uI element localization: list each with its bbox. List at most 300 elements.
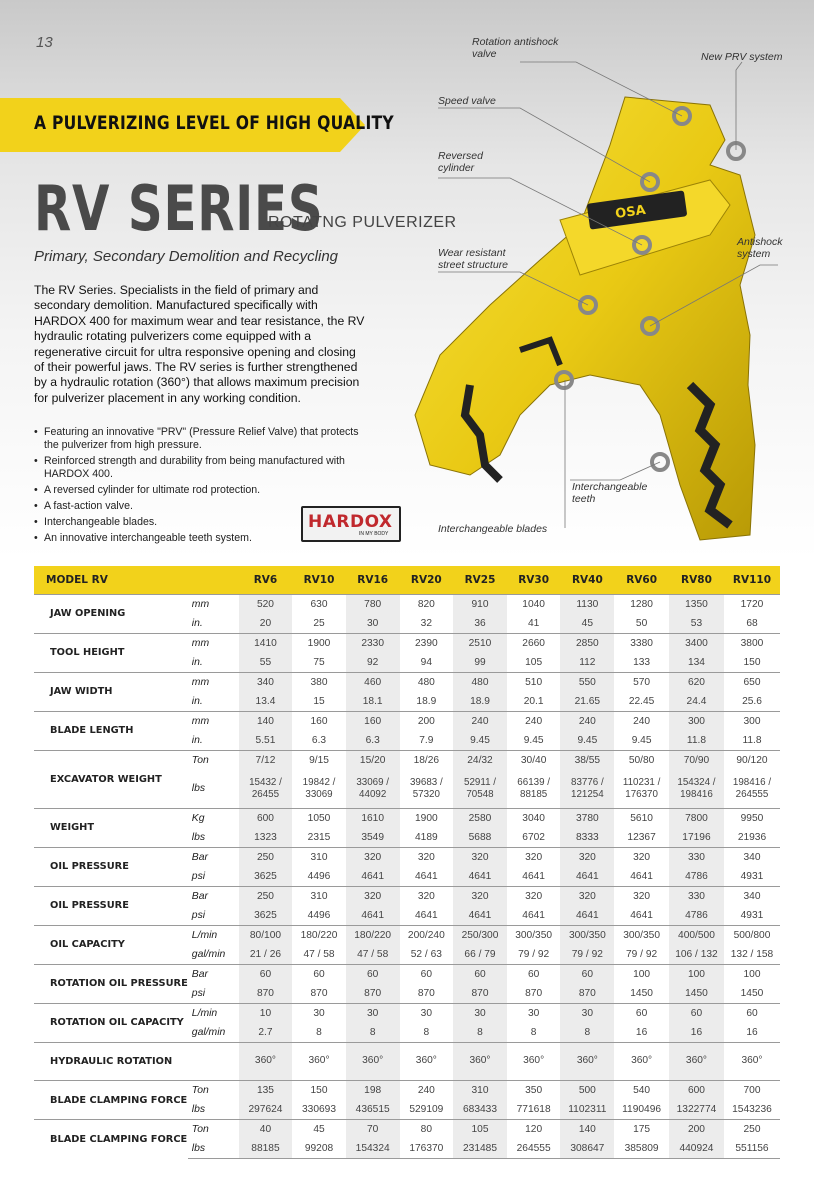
spec-value: 436515 bbox=[346, 1100, 400, 1120]
spec-value: 17196 bbox=[669, 828, 724, 848]
spec-value: 4496 bbox=[307, 870, 331, 882]
spec-value: 7/12 bbox=[239, 750, 292, 770]
spec-value: 9.45 bbox=[523, 734, 544, 746]
table-row bbox=[34, 1042, 780, 1081]
spec-value: 200 bbox=[400, 711, 454, 731]
spec-value: 70/90 bbox=[669, 750, 724, 770]
spec-value: 47 / 58 bbox=[346, 945, 400, 965]
spec-value: 360° bbox=[724, 1042, 780, 1081]
spec-value: 80 bbox=[400, 1120, 454, 1140]
model-header: RV25 bbox=[453, 566, 507, 594]
spec-value: 360° bbox=[400, 1042, 454, 1081]
spec-value: 500/800 bbox=[724, 925, 780, 945]
callout-interchangeable-teeth bbox=[572, 481, 647, 505]
spec-unit: gal/min bbox=[191, 1026, 226, 1038]
spec-value: 870 bbox=[525, 987, 543, 999]
table-row bbox=[34, 1120, 780, 1140]
spec-value: 8 bbox=[346, 1023, 400, 1043]
spec-value: 50 bbox=[635, 617, 648, 629]
spec-value: 9.45 bbox=[560, 731, 614, 751]
spec-value: 154324 bbox=[346, 1139, 400, 1159]
table-row bbox=[34, 750, 780, 770]
spec-value: 60 bbox=[669, 1003, 724, 1023]
callout-text: teeth bbox=[572, 493, 596, 505]
spec-value: 340 bbox=[239, 672, 292, 692]
spec-unit: Ton bbox=[188, 1081, 239, 1101]
spec-value: 320 bbox=[453, 886, 507, 906]
spec-value: 24.4 bbox=[669, 692, 724, 712]
model-header: RV20 bbox=[400, 566, 454, 594]
spec-value: 3780 bbox=[560, 808, 614, 828]
spec-label: BLADE LENGTH bbox=[34, 711, 188, 750]
table-row bbox=[34, 964, 780, 984]
spec-value: 60 bbox=[239, 964, 292, 984]
callout-leaders bbox=[0, 0, 814, 560]
table-row bbox=[34, 633, 780, 653]
spec-value: 79 / 92 bbox=[626, 948, 658, 960]
spec-value: 1322774 bbox=[669, 1100, 724, 1120]
callout-text: Wear resistant bbox=[438, 247, 506, 259]
spec-label: OIL CAPACITY bbox=[34, 925, 188, 964]
callout-new-prv-system bbox=[701, 51, 783, 63]
tagline: Primary, Secondary Demolition and Recycling bbox=[34, 248, 339, 265]
spec-value: 20.1 bbox=[523, 695, 544, 707]
spec-unit: lbs bbox=[191, 782, 206, 794]
spec-value: 68 bbox=[746, 617, 758, 629]
spec-value: 79 / 92 bbox=[560, 945, 614, 965]
spec-label: TOOL HEIGHT bbox=[34, 633, 188, 672]
table-row bbox=[34, 808, 780, 828]
spec-value: 2315 bbox=[307, 831, 331, 843]
spec-unit: mm bbox=[188, 633, 239, 653]
feature-item: • Featuring an innovative "PRV" (Pressure Relief Valve) that protects the pulverizer from high pressure. bbox=[34, 426, 364, 452]
spec-value: 18.9 bbox=[416, 695, 437, 707]
spec-value: 240 bbox=[507, 711, 561, 731]
spec-unit: lbs bbox=[188, 1139, 239, 1159]
spec-value: 180/220 bbox=[346, 925, 400, 945]
spec-value: 198416 / 264555 bbox=[732, 776, 772, 800]
spec-value: 380 bbox=[292, 672, 346, 692]
spec-unit: in. bbox=[191, 734, 203, 746]
spec-value: 9.45 bbox=[453, 731, 507, 751]
spec-unit: psi bbox=[191, 870, 206, 882]
spec-value: 1350 bbox=[669, 594, 724, 614]
hardox-logo-word: HARDOX bbox=[308, 512, 393, 532]
model-column-header: MODEL RV bbox=[34, 566, 239, 594]
spec-value: 21.65 bbox=[560, 692, 614, 712]
spec-value: 53 bbox=[669, 614, 724, 634]
callout-rotation-antishock-valve bbox=[472, 36, 558, 60]
spec-value: 2850 bbox=[560, 633, 614, 653]
spec-value: 19842 / 33069 bbox=[302, 776, 336, 800]
spec-value: 12367 bbox=[627, 831, 656, 843]
spec-value: 520 bbox=[239, 594, 292, 614]
spec-value: 5610 bbox=[614, 808, 669, 828]
spec-unit: mm bbox=[188, 672, 239, 692]
spec-value: 160 bbox=[346, 711, 400, 731]
spec-value: 24/32 bbox=[453, 750, 507, 770]
spec-value: 112 bbox=[560, 653, 614, 673]
spec-value: 38/55 bbox=[560, 750, 614, 770]
spec-value: 45 bbox=[292, 1120, 346, 1140]
spec-value: 60 bbox=[724, 1003, 780, 1023]
spec-value: 3400 bbox=[669, 633, 724, 653]
spec-value: 9/15 bbox=[292, 750, 346, 770]
spec-value: 320 bbox=[560, 847, 614, 867]
spec-value: 308647 bbox=[560, 1139, 614, 1159]
spec-label: BLADE CLAMPING FORCE bbox=[34, 1081, 188, 1120]
spec-value: 240 bbox=[453, 711, 507, 731]
spec-table bbox=[34, 566, 780, 1159]
spec-value: 340 bbox=[724, 847, 780, 867]
table-row bbox=[34, 711, 780, 731]
spec-value: 15/20 bbox=[346, 750, 400, 770]
spec-value: 771618 bbox=[516, 1104, 551, 1116]
spec-value: 300/350 bbox=[560, 925, 614, 945]
spec-value: 154324 / 198416 bbox=[669, 770, 724, 809]
spec-value: 3800 bbox=[724, 633, 780, 653]
spec-value: 60 bbox=[400, 964, 454, 984]
spec-value: 500 bbox=[560, 1081, 614, 1101]
spec-value: 4931 bbox=[740, 870, 764, 882]
spec-value: 66139 / 88185 bbox=[517, 776, 550, 800]
callout-text: Interchangeable blades bbox=[438, 523, 548, 535]
table-row bbox=[34, 1003, 780, 1023]
spec-value: 30 bbox=[292, 1003, 346, 1023]
spec-value: 340 bbox=[724, 886, 780, 906]
spec-label: ROTATION OIL PRESSURE bbox=[34, 964, 188, 1003]
spec-value: 30 bbox=[346, 1003, 400, 1023]
spec-value: 200/240 bbox=[400, 925, 454, 945]
spec-value: 320 bbox=[614, 886, 669, 906]
spec-value: 300 bbox=[724, 711, 780, 731]
spec-value: 50/80 bbox=[614, 750, 669, 770]
spec-unit: in. bbox=[191, 617, 203, 629]
spec-value: 300/350 bbox=[614, 925, 669, 945]
callout-text: cylinder bbox=[438, 162, 475, 174]
spec-value: 4641 bbox=[522, 870, 545, 882]
spec-value: 20 bbox=[239, 614, 292, 634]
intro-paragraph: The RV Series. Specialists in the field of primary and secondary demolition. Manufactured specifically with HARDOX 400 for maximum wear and tear resistance, the RV hydraulic rotating pulverizers come equipped with a regenerative circuit for ultra responsive opening and closing of their powerful jaws. The RV series is further strengthened by a hydraulic rotation (360°) that allows maximum precision for pulverizer placement in any working condition. bbox=[34, 283, 365, 405]
spec-value: 320 bbox=[614, 847, 669, 867]
spec-value: 250 bbox=[239, 847, 292, 867]
spec-value: 55 bbox=[239, 653, 292, 673]
spec-value: 1040 bbox=[507, 594, 561, 614]
spec-value: 8 bbox=[560, 1023, 614, 1043]
spec-value: 2510 bbox=[453, 633, 507, 653]
spec-value: 134 bbox=[669, 653, 724, 673]
spec-value: 250/300 bbox=[453, 925, 507, 945]
spec-unit: psi bbox=[191, 909, 206, 921]
spec-value: 92 bbox=[346, 653, 400, 673]
spec-value: 231485 bbox=[453, 1139, 507, 1159]
spec-value: 6702 bbox=[522, 831, 545, 843]
spec-value: 250 bbox=[239, 886, 292, 906]
spec-value: 79 / 92 bbox=[518, 948, 550, 960]
spec-table-body bbox=[34, 594, 780, 1159]
spec-value: 70 bbox=[346, 1120, 400, 1140]
spec-value: 2.7 bbox=[239, 1023, 292, 1043]
table-row bbox=[34, 672, 780, 692]
spec-value: 18/26 bbox=[400, 750, 454, 770]
spec-unit: L/min bbox=[188, 925, 239, 945]
spec-value: 4641 bbox=[414, 870, 438, 882]
spec-unit: psi bbox=[191, 987, 206, 999]
spec-value: 21936 bbox=[737, 831, 767, 843]
spec-value: 83776 / 121254 bbox=[560, 770, 614, 809]
spec-value: 132 / 158 bbox=[730, 948, 774, 960]
spec-value: 90/120 bbox=[724, 750, 780, 770]
spec-value: 360° bbox=[239, 1042, 292, 1081]
callout-interchangeable-blades bbox=[438, 523, 547, 535]
spec-value: 18.1 bbox=[346, 692, 400, 712]
spec-value: 650 bbox=[724, 672, 780, 692]
spec-value: 1130 bbox=[560, 594, 614, 614]
spec-value: 6.3 bbox=[346, 731, 400, 751]
spec-value: 1410 bbox=[239, 633, 292, 653]
spec-value: 330 bbox=[669, 847, 724, 867]
spec-value: 1323 bbox=[239, 828, 292, 848]
callout-text: street structure bbox=[438, 259, 509, 271]
spec-value: 2580 bbox=[453, 808, 507, 828]
spec-value: 2330 bbox=[346, 633, 400, 653]
spec-value: 385809 bbox=[614, 1139, 669, 1159]
spec-value: 350 bbox=[507, 1081, 561, 1101]
spec-value: 40 bbox=[239, 1120, 292, 1140]
spec-value: 400/500 bbox=[669, 925, 724, 945]
spec-unit: mm bbox=[188, 594, 239, 614]
callout-text: Rotation antishock bbox=[472, 36, 559, 48]
spec-value: 180/220 bbox=[292, 925, 346, 945]
model-header: RV30 bbox=[507, 566, 561, 594]
series-subtitle: ROTATNG PULVERIZER bbox=[268, 214, 457, 231]
spec-value: 5.51 bbox=[239, 731, 292, 751]
spec-value: 4641 bbox=[346, 906, 400, 926]
feature-item: • Interchangeable blades. bbox=[34, 516, 364, 529]
spec-value: 5688 bbox=[453, 828, 507, 848]
spec-unit: Ton bbox=[188, 750, 239, 770]
spec-value: 175 bbox=[614, 1120, 669, 1140]
spec-value: 870 bbox=[417, 987, 435, 999]
spec-unit: mm bbox=[188, 711, 239, 731]
spec-value: 3625 bbox=[239, 906, 292, 926]
spec-value: 529109 bbox=[409, 1104, 444, 1116]
page-number: 13 bbox=[36, 34, 53, 51]
model-header: RV40 bbox=[560, 566, 614, 594]
table-row bbox=[34, 594, 780, 614]
spec-value: 47 / 58 bbox=[303, 948, 335, 960]
spec-value: 240 bbox=[400, 1081, 454, 1101]
spec-value: 16 bbox=[746, 1026, 758, 1038]
callout-text: valve bbox=[472, 48, 497, 60]
product-brand-label: OSA bbox=[614, 202, 647, 222]
table-row bbox=[34, 886, 780, 906]
spec-value: 99 bbox=[453, 653, 507, 673]
spec-value: 300 bbox=[669, 711, 724, 731]
spec-value: 15432 / 26455 bbox=[239, 770, 292, 809]
spec-value: 330 bbox=[669, 886, 724, 906]
spec-value: 88185 bbox=[239, 1139, 292, 1159]
spec-value: 683433 bbox=[453, 1100, 507, 1120]
spec-value: 1720 bbox=[724, 594, 780, 614]
spec-unit: Kg bbox=[188, 808, 239, 828]
spec-value: 13.4 bbox=[239, 692, 292, 712]
spec-value: 100 bbox=[614, 964, 669, 984]
table-row bbox=[34, 847, 780, 867]
spec-value: 320 bbox=[507, 886, 561, 906]
spec-value: 176370 bbox=[400, 1139, 454, 1159]
spec-value: 94 bbox=[420, 656, 432, 668]
model-header: RV16 bbox=[346, 566, 400, 594]
spec-value: 320 bbox=[400, 886, 454, 906]
table-row bbox=[34, 925, 780, 945]
spec-value: 10 bbox=[239, 1003, 292, 1023]
model-header: RV80 bbox=[669, 566, 724, 594]
spec-value: 4786 bbox=[669, 867, 724, 887]
spec-value: 60 bbox=[560, 964, 614, 984]
feature-item: • A fast-action valve. bbox=[34, 500, 364, 513]
series-title: RV SERIES bbox=[34, 172, 324, 245]
spec-label: ROTATION OIL CAPACITY bbox=[34, 1003, 188, 1042]
spec-value: 198 bbox=[346, 1081, 400, 1101]
spec-unit: L/min bbox=[188, 1003, 239, 1023]
spec-unit: Bar bbox=[188, 964, 239, 984]
spec-value: 30 bbox=[453, 1003, 507, 1023]
spec-label: WEIGHT bbox=[34, 808, 188, 847]
spec-value: 105 bbox=[453, 1120, 507, 1140]
spec-value: 39683 / 57320 bbox=[409, 776, 443, 800]
callout-text: New PRV system bbox=[701, 51, 783, 63]
spec-unit: Bar bbox=[188, 886, 239, 906]
spec-value: 60 bbox=[507, 964, 561, 984]
spec-value: 140 bbox=[239, 711, 292, 731]
spec-value: 360° bbox=[292, 1042, 346, 1081]
spec-value: 60 bbox=[614, 1003, 669, 1023]
spec-value: 360° bbox=[507, 1042, 561, 1081]
spec-value: 1900 bbox=[400, 808, 454, 828]
spec-unit: lbs bbox=[191, 1104, 206, 1116]
spec-value: 550 bbox=[560, 672, 614, 692]
spec-value: 540 bbox=[614, 1081, 669, 1101]
spec-value: 30 bbox=[507, 1003, 561, 1023]
model-header: RV10 bbox=[292, 566, 346, 594]
spec-value: 25.6 bbox=[742, 695, 762, 707]
spec-value: 75 bbox=[313, 656, 325, 668]
spec-value: 700 bbox=[724, 1081, 780, 1101]
spec-value: 440924 bbox=[669, 1139, 724, 1159]
spec-value: 52 / 63 bbox=[410, 948, 442, 960]
spec-value: 310 bbox=[292, 847, 346, 867]
spec-unit: Ton bbox=[188, 1120, 239, 1140]
callout-text: system bbox=[737, 248, 771, 260]
spec-value: 910 bbox=[453, 594, 507, 614]
spec-value: 33069 / 44092 bbox=[346, 770, 400, 809]
spec-value: 60 bbox=[292, 964, 346, 984]
spec-value: 630 bbox=[292, 594, 346, 614]
spec-value: 4641 bbox=[522, 909, 545, 921]
spec-value: 7.9 bbox=[419, 734, 434, 746]
spec-value: 110231 / 176370 bbox=[622, 776, 661, 800]
spec-value: 4641 bbox=[630, 870, 653, 882]
spec-unit bbox=[188, 1042, 239, 1081]
spec-value: 870 bbox=[346, 984, 400, 1004]
spec-value: 480 bbox=[453, 672, 507, 692]
spec-value: 320 bbox=[560, 886, 614, 906]
callout-antishock-system bbox=[737, 236, 783, 260]
spec-value: 1190496 bbox=[622, 1104, 662, 1116]
spec-value: 4641 bbox=[346, 867, 400, 887]
spec-value: 1450 bbox=[740, 987, 764, 999]
spec-unit: Bar bbox=[188, 847, 239, 867]
spec-value: 620 bbox=[669, 672, 724, 692]
spec-unit: gal/min bbox=[191, 948, 226, 960]
spec-value: 30/40 bbox=[507, 750, 561, 770]
callout-wear-resistant bbox=[438, 247, 508, 271]
spec-value: 240 bbox=[560, 711, 614, 731]
spec-value: 133 bbox=[633, 656, 651, 668]
spec-value: 4931 bbox=[740, 909, 764, 921]
spec-value: 1102311 bbox=[560, 1100, 614, 1120]
spec-value: 360° bbox=[614, 1042, 669, 1081]
banner-text: A PULVERIZING LEVEL OF HIGH QUALITY bbox=[34, 112, 394, 134]
spec-value: 99208 bbox=[292, 1139, 346, 1159]
spec-value: 1450 bbox=[630, 987, 653, 999]
spec-value: 150 bbox=[743, 656, 761, 668]
feature-item: • A reversed cylinder for ultimate rod protection. bbox=[34, 484, 364, 497]
spec-value: 8 bbox=[453, 1023, 507, 1043]
spec-value: 16 bbox=[635, 1026, 648, 1038]
spec-value: 6.3 bbox=[311, 734, 327, 746]
spec-value: 4641 bbox=[453, 906, 507, 926]
spec-value: 1050 bbox=[292, 808, 346, 828]
spec-value: 36 bbox=[453, 614, 507, 634]
spec-value: 135 bbox=[239, 1081, 292, 1101]
spec-value: 52911 / 70548 bbox=[453, 770, 507, 809]
hardox-logo-tagline: IN MY BODY bbox=[359, 531, 389, 537]
spec-value: 7800 bbox=[669, 808, 724, 828]
callout-text: Speed valve bbox=[438, 95, 496, 107]
spec-value: 106 / 132 bbox=[669, 945, 724, 965]
spec-value: 4641 bbox=[414, 909, 438, 921]
model-header: RV110 bbox=[724, 566, 780, 594]
spec-value: 1900 bbox=[292, 633, 346, 653]
spec-value: 1543236 bbox=[732, 1104, 772, 1116]
callout-text: Antishock bbox=[737, 236, 783, 248]
spec-value: 30 bbox=[346, 614, 400, 634]
spec-value: 11.8 bbox=[742, 734, 762, 746]
spec-value: 360° bbox=[560, 1042, 614, 1081]
spec-value: 4641 bbox=[453, 867, 507, 887]
spec-value: 4641 bbox=[560, 906, 614, 926]
spec-value: 3625 bbox=[239, 867, 292, 887]
spec-value: 570 bbox=[614, 672, 669, 692]
spec-value: 551156 bbox=[724, 1139, 780, 1159]
spec-value: 320 bbox=[453, 847, 507, 867]
spec-value: 4496 bbox=[307, 909, 331, 921]
spec-value: 150 bbox=[292, 1081, 346, 1101]
spec-unit: in. bbox=[191, 695, 203, 707]
spec-value: 600 bbox=[239, 808, 292, 828]
spec-value: 3549 bbox=[346, 828, 400, 848]
model-header: RV60 bbox=[614, 566, 669, 594]
spec-value: 21 / 26 bbox=[239, 945, 292, 965]
callout-text: Reversed bbox=[438, 150, 483, 162]
feature-item: • An innovative interchangeable teeth system. bbox=[34, 532, 364, 545]
spec-value: 320 bbox=[346, 847, 400, 867]
spec-value: 3040 bbox=[507, 808, 561, 828]
spec-label: JAW WIDTH bbox=[34, 672, 188, 711]
spec-value: 30 bbox=[560, 1003, 614, 1023]
